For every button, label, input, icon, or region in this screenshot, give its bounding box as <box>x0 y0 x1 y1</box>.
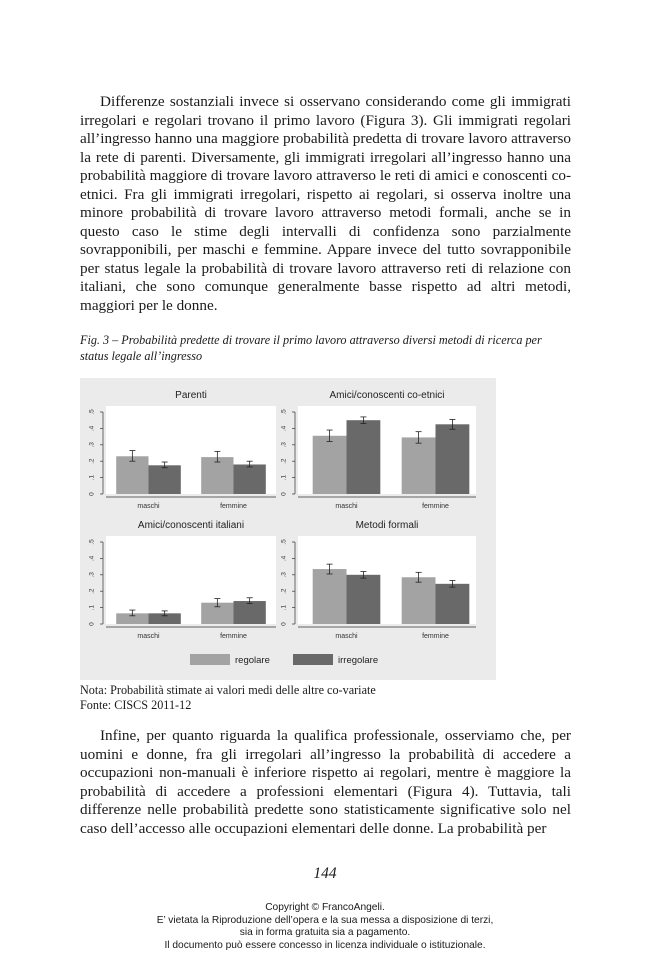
figure-notes <box>80 683 376 712</box>
bar-irregolare <box>149 465 181 494</box>
x-category-label: maschi <box>137 503 160 510</box>
copyright-line: Copyright © FrancoAngeli. <box>265 902 385 913</box>
legend-label: regolare <box>235 655 270 666</box>
panel-title: Parenti <box>175 390 207 401</box>
y-tick-label: 0 <box>280 492 288 496</box>
y-tick-label: .3 <box>280 442 288 448</box>
panel-title: Metodi formali <box>355 520 419 531</box>
y-tick-label: .4 <box>280 555 288 562</box>
y-tick-label: .2 <box>280 588 288 594</box>
legend-swatch-regolare <box>190 654 230 665</box>
page-number: 144 <box>313 865 337 882</box>
copyright-line: Il documento può essere concesso in licenza individuale o istituzionale. <box>164 939 486 951</box>
figure-3 <box>80 378 496 680</box>
y-tick-label: .2 <box>88 458 96 464</box>
bar-irregolare <box>234 601 266 624</box>
figure-note: Nota: Probabilità stimate ai valori medi delle altre co-variate <box>80 683 376 697</box>
y-tick-label: .5 <box>88 539 96 545</box>
y-tick-label: .2 <box>280 458 288 464</box>
body-paragraph-2 <box>80 727 571 838</box>
y-tick-label: .4 <box>280 425 288 432</box>
panel-title: Amici/conoscenti co-etnici <box>329 390 445 401</box>
y-tick-label: .3 <box>88 442 96 448</box>
bar-regolare <box>313 569 347 624</box>
y-tick-label: .5 <box>280 409 288 415</box>
y-tick-label: .1 <box>88 474 96 481</box>
y-tick-label: .3 <box>88 572 96 578</box>
y-tick-label: 0 <box>88 492 96 496</box>
y-tick-label: 0 <box>88 622 96 626</box>
figure-source: Fonte: CISCS 2011-12 <box>80 697 192 712</box>
bar-regolare <box>116 456 148 494</box>
y-tick-label: .3 <box>280 572 288 578</box>
x-category-label: femmine <box>422 633 449 640</box>
bar-irregolare <box>347 575 381 624</box>
bar-irregolare <box>436 424 470 494</box>
copyright-line: sia in forma gratuita sia a pagamento. <box>239 927 411 938</box>
figure-3-chart <box>80 378 496 680</box>
bar-regolare <box>313 436 347 494</box>
x-category-label: maschi <box>335 503 358 510</box>
x-category-label: maschi <box>335 633 358 640</box>
paragraph-text: Differenze sostanziali invece si osservano considerando come gli immigrati irregolari e regolari trovano il primo lavoro (Figura 3). Gli immigrati regolari all’ingresso hanno una maggiore probabilità predetta di trovare lavoro attraverso la rete di parenti. Diversamente, gli immigrati irregolari all’ingresso hanno una probabilità maggiore di trovare lavoro attraverso le reti di amici e conoscenti co-etnici. Fra gli immigrati irregolari, rispetto ai regolari, si osserva inoltre una minore probabilità di trovare lavoro attraverso metodi formali, anche se in questo caso le stime degli intervalli di confidenza sono parzialmente sovrapponibili, per maschi e femmine. Appare invece del tutto sovrapponibile per status legale la probabilità di trovare lavoro attraverso reti di relazione con italiani, che sono comunque generalmente basse rispetto ad altri metodi, maggiori per le donne. <box>80 93 571 315</box>
y-tick-label: .2 <box>88 588 96 594</box>
y-tick-label: .4 <box>88 555 96 562</box>
bar-irregolare <box>436 584 470 624</box>
x-category-label: femmine <box>422 503 449 510</box>
bar-regolare <box>402 437 436 494</box>
figure-caption: Fig. 3 – Probabilità predette di trovare il primo lavoro attraverso diversi metodi di ricerca per status legale all’ingresso <box>80 333 542 363</box>
bar-regolare <box>402 577 436 624</box>
x-category-label: maschi <box>137 633 160 640</box>
paragraph-text: Infine, per quanto riguarda la qualifica professionale, osserviamo che, per uomini e donne, fra gli irregolari all’ingresso la probabilità di accedere a occupazioni non-manuali è inferiore rispetto ai regolari, mentre è maggiore la probabilità di accedere a professioni elementari (Figura 4). Tuttavia, tali differenze nelle probabilità predette sono statisticamente significative solo nel caso dell’accesso alle occupazioni elementari delle donne. La probabilità per <box>80 727 571 837</box>
bar-irregolare <box>234 464 266 494</box>
x-category-label: femmine <box>220 503 247 510</box>
legend-swatch-irregolare <box>293 654 333 665</box>
legend-label: irregolare <box>338 655 379 666</box>
panel-title: Amici/conoscenti italiani <box>137 520 245 531</box>
y-tick-label: .5 <box>88 409 96 415</box>
y-tick-label: .1 <box>280 604 288 611</box>
body-paragraph-1 <box>80 93 571 316</box>
y-tick-label: .1 <box>280 474 288 481</box>
copyright-notice <box>0 902 650 952</box>
y-tick-label: .1 <box>88 604 96 611</box>
bar-regolare <box>201 457 233 494</box>
bar-irregolare <box>347 420 381 494</box>
y-tick-label: 0 <box>280 622 288 626</box>
y-tick-label: .4 <box>88 425 96 432</box>
x-category-label: femmine <box>220 633 247 640</box>
copyright-line: E’ vietata la Riproduzione dell’opera e la sua messa a disposizione di terzi, <box>156 914 494 926</box>
y-tick-label: .5 <box>280 539 288 545</box>
